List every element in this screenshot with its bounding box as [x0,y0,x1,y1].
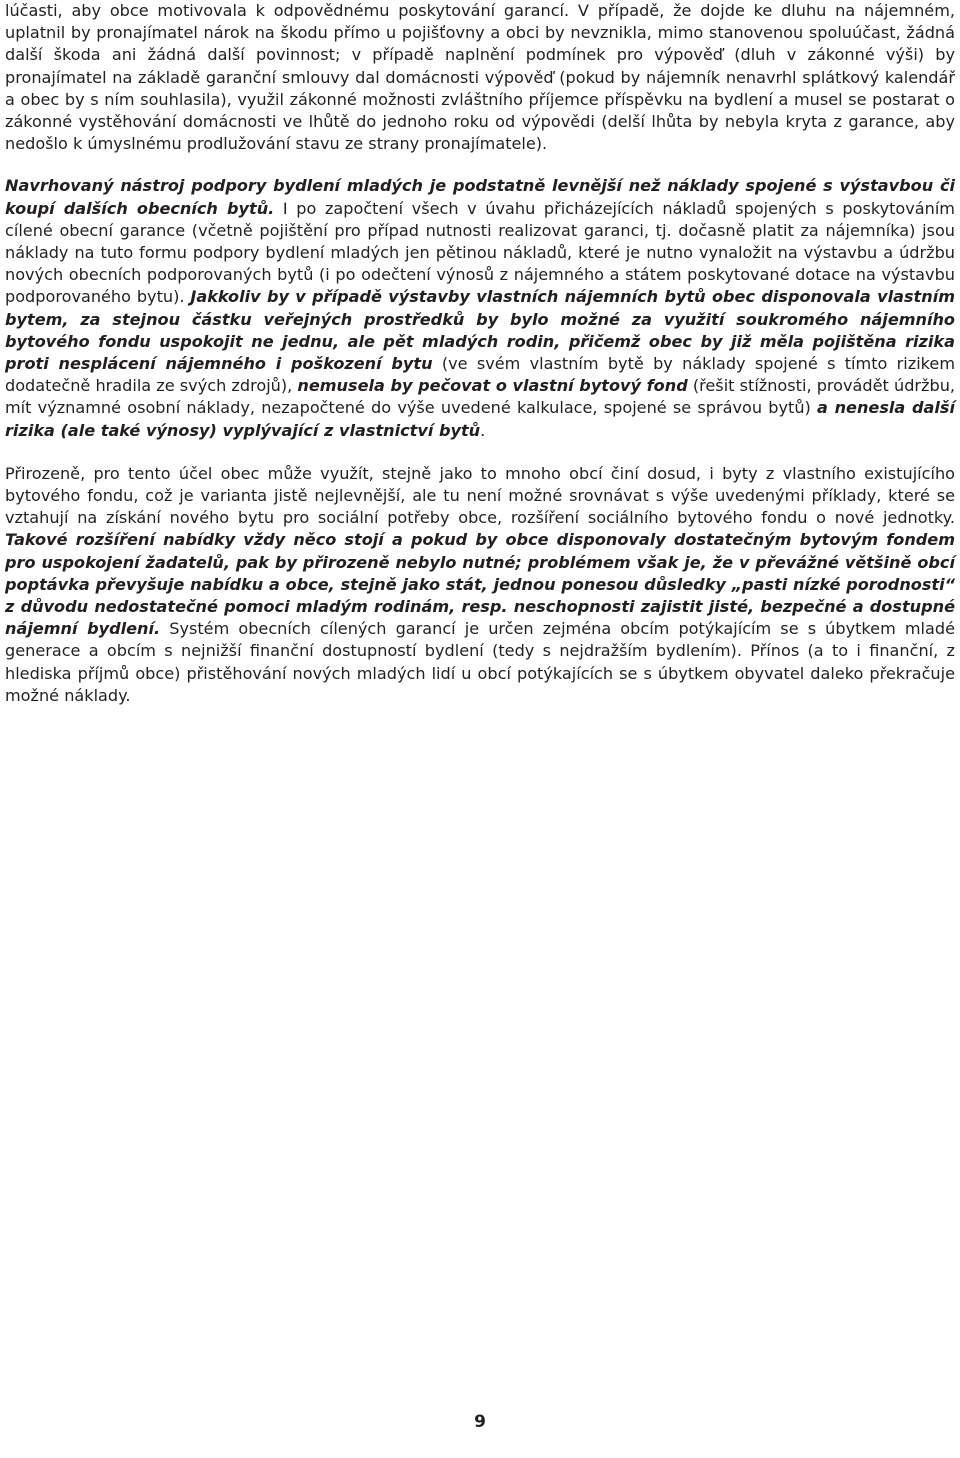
paragraph-cost-comparison [5,175,955,441]
page-number: 9 [474,1412,486,1432]
text-run: Systém obecních cílených garancí je určen zejména obcím potýkajícím se s úbytkem mladé generace a obcím s nejnižší finanční dostupností bydlení (tedy s nejdražším bydlením). Přínos (a to i finanční, z hlediska příjmů obce) přistěhování nových mladých lidí u obcí potýkajících se s úbytkem obyvatel daleko překračuje možné náklady. [5,619,955,705]
text-run: (řešit stížnosti, provádět údržbu, mít významné osobní náklady, nezapočtené do výše uvedené kalkulace, spojené se správou bytů) [5,376,956,418]
emphasized-text-run: Jakkoliv by v případě výstavby vlastních nájemních bytů obec disponovala vlastním bytem, za stejnou částku veřejných prostředků by bylo možné za využití soukromého nájemního bytového fondu uspokojit ne jednu, ale pět mladých rodin, přičemž obec by již měla pojištěna rizika proti nesplácení nájemného i poškození bytu [5,287,955,374]
paragraph-existing-housing [5,463,955,707]
document-page [5,0,955,707]
emphasized-text-run: Navrhovaný nástroj podpory bydlení mladých je podstatně levnější než náklady spojené s výstavbou či koupí dalších obecních bytů. [5,176,955,218]
text-run: lúčasti, aby obce motivovala k odpovědnému poskytování garancí. V případě, že dojde ke dluhu na nájemném, uplatnil by pronajímatel nárok na škodu přímo u pojišťovny a obci by nevznikla, mimo stanovenou spoluúčast, žádná další škoda ani žádná další povinnost; v případě naplnění podmínek pro výpověď (dluh v zákonné výši) by pronajímatel na základě garanční smlouvy dal domácnosti výpověď (pokud by nájemník nenavrhl splátkový kalendář a obec by s ním souhlasila), využil zákonné možnosti zvláštního příjemce příspěvku na bydlení a musel se postarat o zákonné vystěhování domácnosti ve lhůtě do jednoho roku od výpovědi (delší lhůta by nebyla kryta z garance, aby nedošlo k úmyslnému prodlužování stavu ze strany pronajímatele). [5,1,955,154]
emphasized-text-run: Takové rozšíření nabídky vždy něco stojí a pokud by obce disponovaly dostatečným bytovým fondem pro uspokojení žadatelů, pak by přirozeně nebylo nutné; problémem však je, že v převážné většině obcí poptávka převyšuje nabídku a obce, stejně jako stát, jednou ponesou důsledky „pasti nízké porodnosti“ z důvodu nedostatečné pomoci mladým rodinám, resp. neschopnosti zajistit jisté, bezpečné a dostupné nájemní bydlení. [5,530,955,639]
text-run: . [480,420,486,440]
emphasized-text-run: nemusela by pečovat o vlastní bytový fond [297,376,688,396]
text-run: (ve svém vlastním bytě by náklady spojené s tímto rizikem dodatečně hradila ze svých zdrojů), [5,354,955,396]
paragraph-guarantee-conditions [5,0,955,155]
text-run: Přirozeně, pro tento účel obec může využít, stejně jako to mnoho obcí činí dosud, i byty z vlastního existujícího bytového fondu, což je varianta jistě nejlevnější, ale tu není možné srovnávat s výše uvedenými příklady, které se vztahují na získání nového bytu pro sociální potřeby obce, rozšíření sociálního bytového fondu o nové jednotky. [5,463,955,528]
emphasized-text-run: a nenesla další rizika (ale také výnosy) vyplývající z vlastnictví bytů [5,398,955,440]
text-run: I po započtení všech v úvahu přicházejících nákladů spojených s poskytováním cílené obecní garance (včetně pojištění pro případ nutnosti realizovat garanci, tj. dočasně platit za nájemníka) jsou náklady na tuto formu podpory bydlení mladých jen pětinou nákladů, které je nutno vynaložit na výstavbu a údržbu nových obecních podporovaných bytů (i po odečtení výnosů z nájemného a státem poskytované dotace na výstavbu podporovaného bytu). [5,198,955,307]
